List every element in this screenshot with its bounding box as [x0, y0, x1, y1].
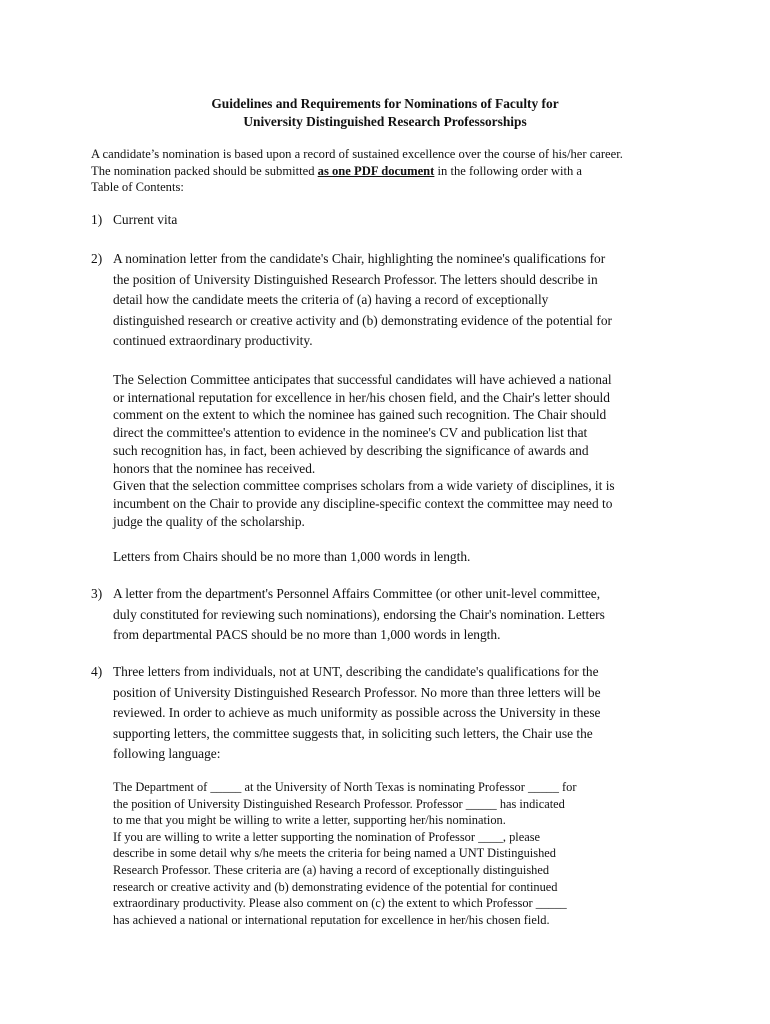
list-item-line: detail how the candidate meets the criteria of (a) having a record of exceptionally — [113, 292, 549, 308]
paragraph-line: The Selection Committee anticipates that successful candidates will have achieved a national — [113, 372, 612, 387]
list-item-3 — [91, 584, 691, 646]
quote-line: describe in some detail why s/he meets the criteria for being named a UNT Distinguished — [113, 846, 556, 861]
list-item-line: duly constituted for reviewing such nominations), endorsing the Chair's nomination. Letters — [113, 606, 605, 622]
paragraph-line: incumbent on the Chair to provide any discipline-specific context the committee may need to — [113, 495, 613, 511]
list-item-2 — [91, 249, 691, 352]
chair-letter-details-paragraph — [113, 371, 685, 530]
list-item-line: A letter from the department's Personnel Affairs Committee (or other unit-level committee, — [113, 586, 601, 601]
list-item-line: following language: — [113, 746, 221, 762]
quote-line: The Department of _____ at the University of North Texas is nominating Professor _____ for — [113, 780, 577, 794]
paragraph-line: honors that the nominee has received. — [113, 460, 316, 476]
list-item-line: Three letters from individuals, not at UNT, describing the candidate's qualifications for the — [113, 664, 599, 679]
list-item-number: 1) — [91, 212, 103, 227]
paragraph-line: Letters from Chairs should be no more than 1,000 words in length. — [113, 549, 471, 564]
quote-line: Research Professor. These criteria are (a) having a record of exceptionally distinguished — [113, 862, 550, 877]
list-item-line: Current vita — [113, 212, 178, 227]
quote-line: extraordinary productivity. Please also comment on (c) the extent to which Professor _____ — [113, 896, 567, 911]
suggested-letter-language — [113, 779, 658, 928]
document-title-line-2: University Distinguished Research Professorships — [243, 114, 527, 129]
list-item-number: 2) — [91, 251, 103, 266]
list-item-line: position of University Distinguished Research Professor. No more than three letters will be — [113, 684, 601, 700]
list-item-line: supporting letters, the committee suggests that, in soliciting such letters, the Chair use the — [113, 725, 593, 741]
list-item-line: A nomination letter from the candidate's Chair, highlighting the nominee's qualifications for — [113, 251, 606, 266]
paragraph-line: direct the committee's attention to evidence in the nominee's CV and publication list that — [113, 425, 588, 441]
list-item-line: from departmental PACS should be no more than 1,000 words in length. — [113, 627, 501, 643]
paragraph-line: judge the quality of the scholarship. — [113, 513, 305, 529]
quote-line: to me that you might be willing to write a letter, supporting her/his nomination. — [113, 813, 506, 828]
document-title-line-1: Guidelines and Requirements for Nominations of Faculty for — [211, 96, 559, 111]
pdf-emphasis: as one PDF document — [317, 163, 435, 178]
list-item-line: continued extraordinary productivity. — [113, 333, 313, 349]
paragraph-line: Given that the selection committee comprises scholars from a wide variety of disciplines, it is — [113, 478, 615, 494]
intro-line-3: Table of Contents: — [91, 180, 184, 194]
list-item-4 — [91, 662, 691, 765]
list-item-1 — [91, 210, 691, 231]
list-item-number: 3) — [91, 586, 103, 601]
list-item-line: the position of University Distinguished Research Professor. The letters should describe in — [113, 271, 598, 287]
intro-line-2-start: The nomination packed should be submitted — [91, 163, 318, 178]
paragraph-line: such recognition has, in fact, been achieved by describing the significance of awards and — [113, 442, 589, 458]
quote-line: has achieved a national or international reputation for excellence in her/his chosen field. — [113, 912, 550, 927]
quote-line: the position of University Distinguished Research Professor. Professor _____ has indicated — [113, 796, 565, 811]
intro-line-2 — [91, 163, 691, 180]
quote-line: research or creative activity and (b) demonstrating evidence of the potential for continued — [113, 879, 558, 894]
list-item-line: reviewed. In order to achieve as much uniformity as possible across the University in these — [113, 705, 601, 721]
intro-line-1: A candidate’s nomination is based upon a record of sustained excellence over the course of his/her career. — [91, 147, 623, 161]
paragraph-line: comment on the extent to which the nominee has gained such recognition. The Chair should — [113, 407, 607, 423]
paragraph-line: or international reputation for excellence in her/his chosen field, and the Chair's letter should — [113, 389, 610, 405]
list-item-number: 4) — [91, 664, 103, 679]
intro-paragraph — [91, 146, 691, 196]
intro-line-2-end: in the following order with a — [434, 163, 582, 178]
list-item-line: distinguished research or creative activity and (b) demonstrating evidence of the potential for — [113, 312, 612, 328]
chair-letter-length-note — [113, 548, 685, 566]
quote-line: If you are willing to write a letter supporting the nomination of Professor ____, please — [113, 829, 541, 844]
